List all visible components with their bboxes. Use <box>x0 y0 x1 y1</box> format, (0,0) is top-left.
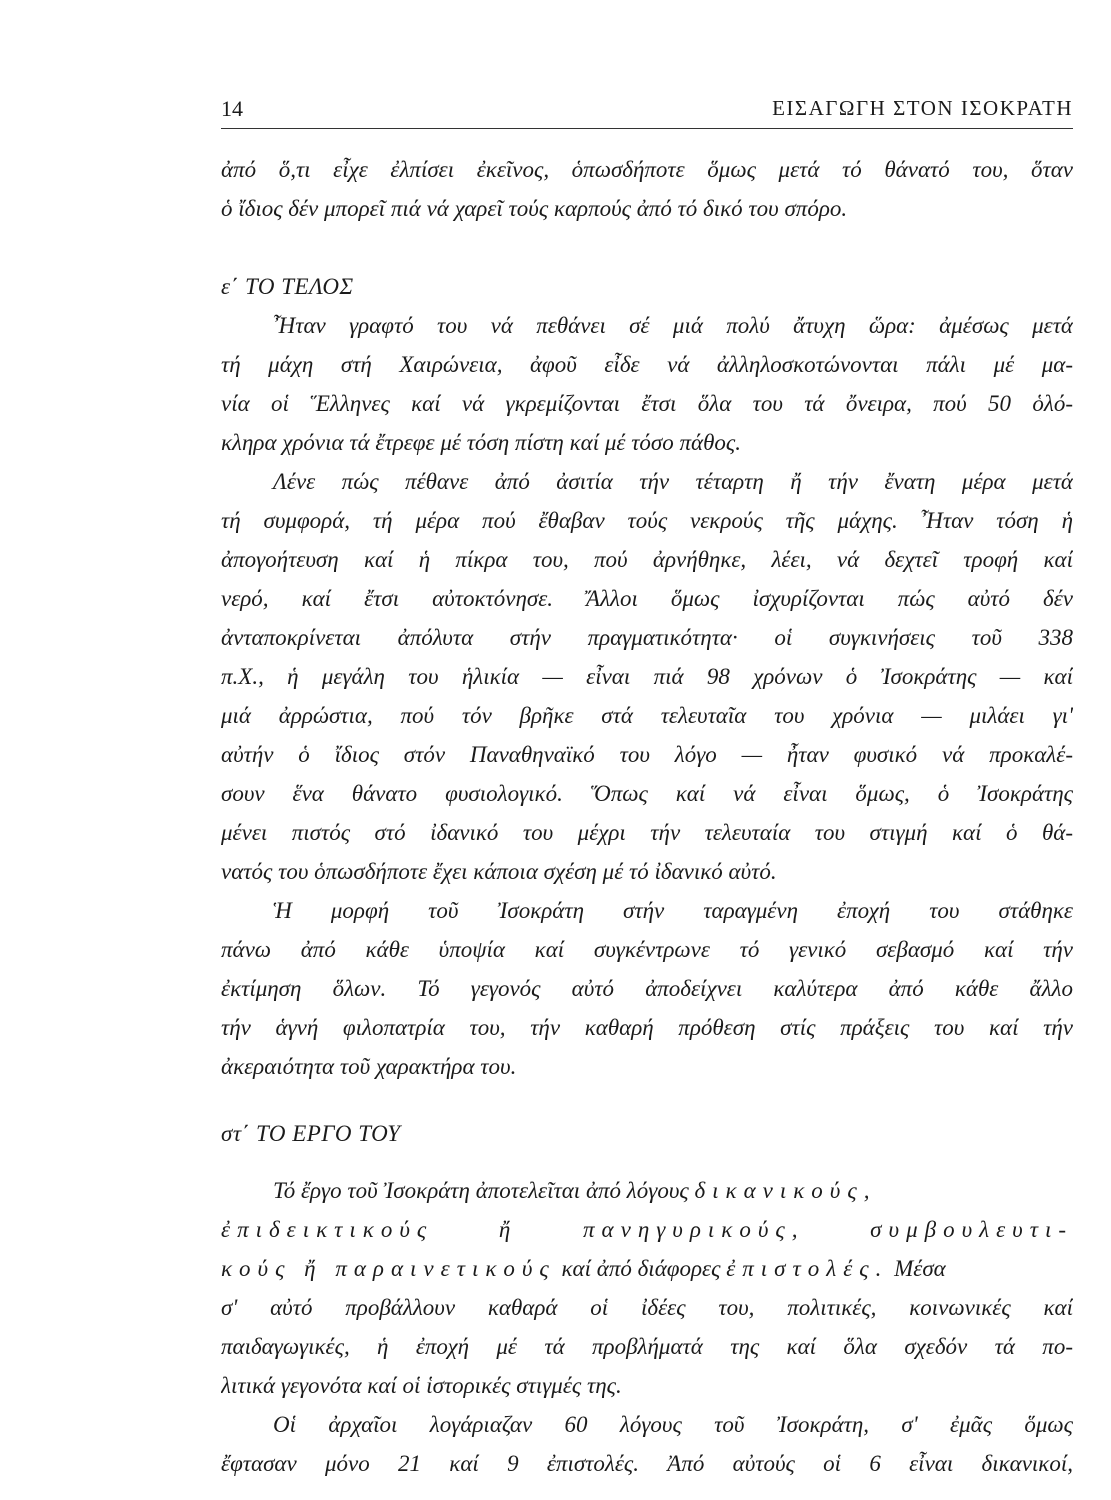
section-heading-telos: ε΄ ΤΟ ΤΕΛΟΣ <box>221 274 354 299</box>
text-line: ἔφτασαν μόνο 21 καί 9 ἐπιστολές. Ἀπό αὐτούς οἱ 6 εἶναι δικανικοί, <box>221 1451 1073 1476</box>
spaced-term: κούς ἤ παραινετικούς <box>221 1256 556 1281</box>
text-line: σ' αὐτό προβάλλουν καθαρά οἱ ἰδέες του, πολιτικές, κοινωνικές καί <box>221 1295 1073 1320</box>
text-line: λιτικά γεγονότα καί οἱ ἱστορικές στιγμές της. <box>221 1373 622 1398</box>
page-number: 14 <box>221 96 243 121</box>
running-title: ΕΙΣΑΓΩΓΗ ΣΤΟΝ ΙΣΟΚΡΑΤΗ <box>772 96 1073 120</box>
text-line: μένει πιστός στό ἰδανικό του μέχρι τήν τελευταία του στιγμή καί ὁ θά- <box>221 820 1073 845</box>
text-line: ἀνταποκρίνεται ἀπόλυτα στήν πραγματικότητα· οἱ συγκινήσεις τοῦ 338 <box>221 625 1073 650</box>
text-line: τή συμφορά, τή μέρα πού ἔθαβαν τούς νεκρούς τῆς μάχης. Ἦταν τόση ἡ <box>221 508 1073 533</box>
text-line: ἀπογοήτευση καί ἡ πίκρα του, πού ἀρνήθηκε, λέει, νά δεχτεῖ τροφή καί <box>221 547 1073 572</box>
text-span: Μέσα <box>894 1256 946 1281</box>
spaced-term: ἐπιστολές. <box>726 1256 889 1281</box>
text-line: Ἦταν γραφτό του νά πεθάνει σέ μιά πολύ ἄτυχη ὥρα: ἀμέσως μετά <box>273 313 1073 338</box>
text-line: νία οἱ Ἕλληνες καί νά γκρεμίζονται ἔτσι ὅλα του τά ὄνειρα, πού 50 ὁλό- <box>221 391 1073 416</box>
text-line: μιά ἀρρώστια, πού τόν βρῆκε στά τελευταῖα του χρόνια — μιλάει γι' <box>221 703 1073 728</box>
text-line: νερό, καί ἔτσι αὐτοκτόνησε. Ἄλλοι ὅμως ἰσχυρίζονται πώς αὐτό δέν <box>221 586 1073 611</box>
text-line <box>221 1171 1073 1210</box>
text-line <box>221 1249 1073 1288</box>
text-line: Λένε πώς πέθανε ἀπό ἀσιτία τήν τέταρτη ἤ τήν ἔνατη μέρα μετά <box>273 469 1073 494</box>
text-line: παιδαγωγικές, ἡ ἐποχή μέ τά προβλήματά της καί ὅλα σχεδόν τά πο- <box>221 1334 1073 1359</box>
text-line: σουν ἕνα θάνατο φυσιολογικό. Ὅπως καί νά εἶναι ὅμως, ὁ Ἰσοκράτης <box>221 781 1073 806</box>
text-span: Τό ἔργο τοῦ Ἰσοκράτη ἀποτελεῖται ἀπό λόγους <box>273 1178 689 1203</box>
text-line: ἀκεραιότητα τοῦ χαρακτήρα του. <box>221 1054 517 1079</box>
text-line: π.Χ., ἡ μεγάλη του ἡλικία — εἶναι πιά 98 χρόνων ὁ Ἰσοκράτης — καί <box>221 664 1073 689</box>
header-rule <box>221 128 1073 129</box>
text-line: πάνω ἀπό κάθε ὑποψία καί συγκέντρωνε τό γενικό σεβασμό καί τήν <box>221 937 1073 962</box>
body-text <box>221 150 1073 1483</box>
text-line: ἐπιδεικτικούς ἤ πανηγυρικούς, συμβουλευτι- <box>221 1217 1073 1242</box>
text-line: κληρα χρόνια τά ἔτρεφε μέ τόση πίστη καί μέ τόσο πάθος. <box>221 430 741 455</box>
page-header <box>221 96 1073 128</box>
text-line: τή μάχη στή Χαιρώνεια, ἀφοῦ εἶδε νά ἀλληλοσκοτώνονται πάλι μέ μα- <box>221 352 1073 377</box>
text-line: Οἱ ἀρχαῖοι λογάριαζαν 60 λόγους τοῦ Ἰσοκράτη, σ' ἐμᾶς ὅμως <box>273 1412 1073 1437</box>
text-line: ἐκτίμηση ὅλων. Τό γεγονός αὐτό ἀποδείχνει καλύτερα ἀπό κάθε ἄλλο <box>221 976 1073 1001</box>
text-line: Ἡ μορφή τοῦ Ἰσοκράτη στήν ταραγμένη ἐποχή του στάθηκε <box>273 898 1073 923</box>
section-heading-ergo: στ΄ ΤΟ ΕΡΓΟ ΤΟΥ <box>221 1121 401 1146</box>
text-line: νατός του ὁπωσδήποτε ἔχει κάποια σχέση μέ τό ἰδανικό αὐτό. <box>221 859 777 884</box>
spaced-term: δικανικούς, <box>694 1178 877 1203</box>
text-line: αὐτήν ὁ ἴδιος στόν Παναθηναϊκό του λόγο — ἦταν φυσικό νά προκαλέ- <box>221 742 1073 767</box>
text-line: τήν ἁγνή φιλοπατρία του, τήν καθαρή πρόθεση στίς πράξεις του καί τήν <box>221 1015 1073 1040</box>
text-line: ἀπό ὅ,τι εἶχε ἐλπίσει ἐκεῖνος, ὁπωσδήποτε ὅμως μετά τό θάνατό του, ὅταν <box>221 157 1073 182</box>
text-line: ὁ ἴδιος δέν μπορεῖ πιά νά χαρεῖ τούς καρπούς ἀπό τό δικό του σπόρο. <box>221 196 848 221</box>
text-span: καί ἀπό διάφορες <box>561 1256 721 1281</box>
